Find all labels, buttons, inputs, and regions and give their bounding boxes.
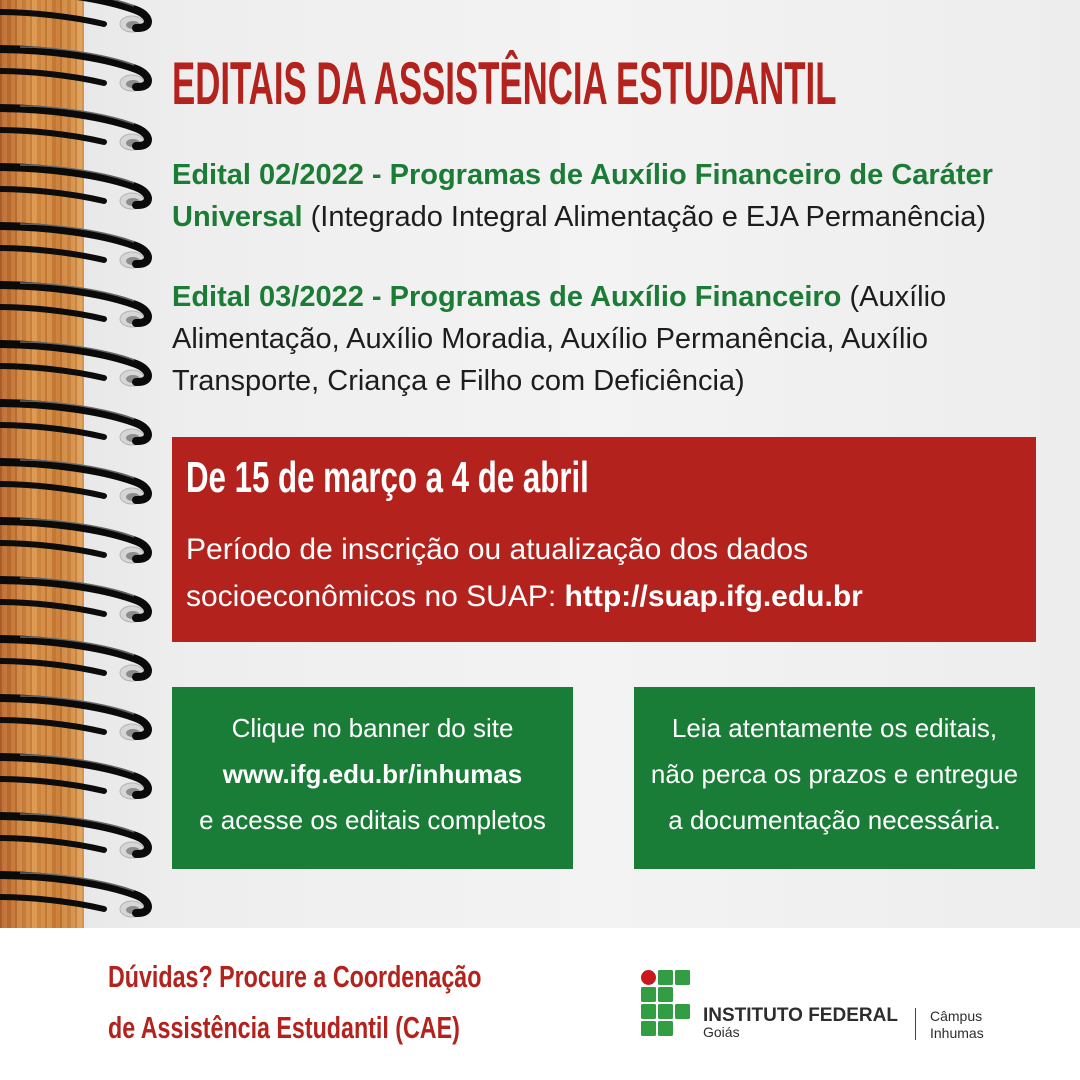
logo-square bbox=[658, 970, 673, 985]
spiral-back-wire bbox=[0, 779, 104, 791]
campus-label-text: Câmpus bbox=[930, 1008, 983, 1024]
institution-state: Goiás bbox=[703, 1024, 740, 1040]
spiral-back-wire bbox=[0, 838, 104, 850]
spiral-back-wire bbox=[0, 543, 104, 555]
logo-square bbox=[675, 970, 690, 985]
logo-divider bbox=[915, 1008, 916, 1040]
spiral-back-wire bbox=[0, 130, 104, 142]
site-box-followup: e acesse os editais completos bbox=[199, 805, 546, 835]
logo-square bbox=[675, 1004, 690, 1019]
edital-03 bbox=[172, 276, 1044, 402]
spiral-back-wire bbox=[0, 602, 104, 614]
logo-square bbox=[641, 1004, 656, 1019]
site-box-instruction: Clique no banner do site bbox=[231, 713, 514, 743]
logo-square bbox=[641, 1021, 656, 1036]
if-logo bbox=[641, 970, 691, 1037]
logo-square bbox=[658, 987, 673, 1002]
spiral-back-wire bbox=[0, 720, 104, 732]
logo-square bbox=[658, 1004, 673, 1019]
period-description bbox=[186, 526, 986, 620]
spiral-back-wire bbox=[0, 189, 104, 201]
spiral-back-wire bbox=[0, 248, 104, 260]
spiral-back-wire bbox=[0, 661, 104, 673]
edital-03-description: (Auxílio Alimentação, Auxílio Moradia, Auxílio Permanência, Auxílio Transporte, Criança e Filho com Deficiência) bbox=[172, 281, 947, 397]
spiral-back-wire bbox=[0, 307, 104, 319]
notice-line: a documentação necessária. bbox=[668, 805, 1001, 835]
logo-square bbox=[641, 987, 656, 1002]
suap-link: http://suap.ifg.edu.br bbox=[564, 580, 863, 613]
page-title: EDITAIS DA ASSISTÊNCIA ESTUDANTIL bbox=[172, 50, 837, 117]
contact-text bbox=[108, 951, 481, 1053]
registration-period-box bbox=[172, 437, 1036, 642]
notice-line: não perca os prazos e entregue bbox=[650, 759, 1019, 789]
campus-label bbox=[930, 1008, 984, 1042]
spiral-back-wire bbox=[0, 71, 104, 83]
notice-info-box bbox=[634, 687, 1035, 869]
site-info-box bbox=[172, 687, 573, 869]
edital-03-title: Edital 03/2022 - Programas de Auxílio Financeiro bbox=[172, 281, 842, 313]
spiral-back-wire bbox=[0, 12, 104, 24]
spiral-back-wire bbox=[0, 425, 104, 437]
logo-square bbox=[658, 1021, 673, 1036]
institution-name: INSTITUTO FEDERAL bbox=[703, 1005, 898, 1026]
logo-red-circle bbox=[641, 970, 656, 985]
site-url: www.ifg.edu.br/inhumas bbox=[222, 759, 523, 789]
edital-02 bbox=[172, 154, 1044, 238]
period-dates: De 15 de março a 4 de abril bbox=[186, 453, 589, 502]
period-text: Período de inscrição ou atualização dos dados socioeconômicos no SUAP: bbox=[186, 533, 809, 613]
spiral-back-wire bbox=[0, 897, 104, 909]
spiral-binding bbox=[0, 0, 170, 928]
contact-line-2: de Assistência Estudantil (CAE) bbox=[108, 1010, 460, 1045]
notice-line: Leia atentamente os editais, bbox=[671, 713, 998, 743]
contact-line-1: Dúvidas? Procure a Coordenação bbox=[108, 959, 482, 994]
spiral-back-wire bbox=[0, 484, 104, 496]
edital-02-title: Edital 02/2022 - Programas de Auxílio Financeiro de Caráter Universal bbox=[172, 159, 993, 233]
edital-02-description: (Integrado Integral Alimentação e EJA Permanência) bbox=[310, 201, 987, 233]
campus-name: Inhumas bbox=[930, 1025, 984, 1041]
spiral-back-wire bbox=[0, 366, 104, 378]
